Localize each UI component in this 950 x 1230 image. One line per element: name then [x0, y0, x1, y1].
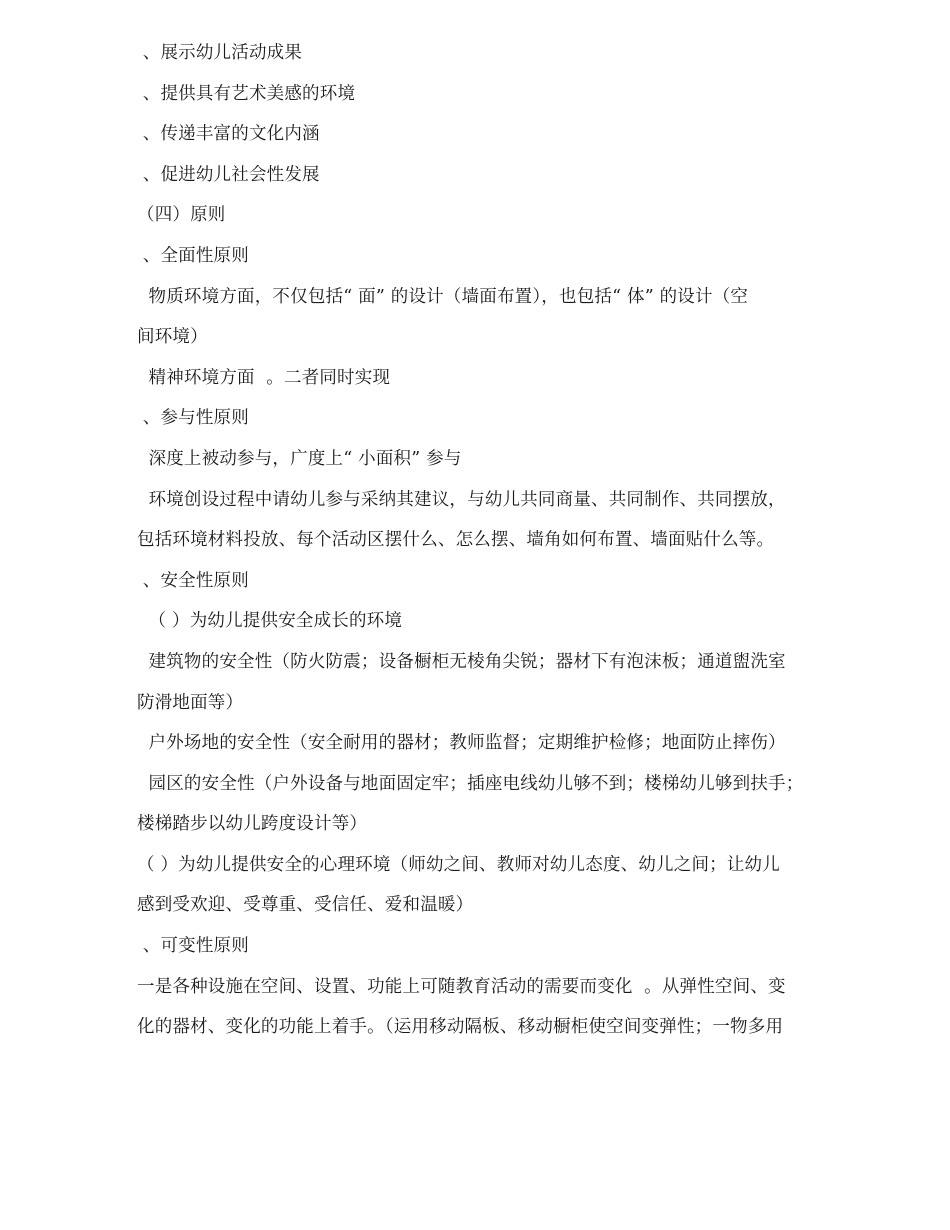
section-heading-principles: （四）原则	[137, 205, 226, 226]
list-item-culture: 、传递丰富的文化内涵	[137, 124, 320, 145]
paragraph-line: 感到受欢迎、受尊重、受信任、爱和温暖）	[137, 895, 474, 916]
paragraph-line: 园区的安全性（户外设备与地面固定牢；插座电线幼儿够不到；楼梯幼儿够到扶手；	[137, 773, 804, 794]
paragraph-line: 包括环境材料投放、每个活动区摆什么、怎么摆、墙角如何布置、墙面贴什么等。	[137, 530, 775, 551]
paragraph-line: 间环境）	[137, 327, 208, 348]
paragraph-line: （ ）为幼儿提供安全的心理环境（师幼之间、教师对幼儿态度、幼儿之间；让幼儿	[137, 854, 780, 875]
paragraph-line: 建筑物的安全性（防火防震；设备橱柜无棱角尖锐；器材下有泡沫板；通道盥洗室	[137, 651, 786, 672]
paragraph-line: 防滑地面等）	[137, 692, 244, 713]
principle-heading-participation: 、参与性原则	[137, 408, 249, 429]
paragraph-line: 户外场地的安全性（安全耐用的器材；教师监督；定期维护检修；地面防止摔伤）	[137, 733, 786, 754]
list-item-show-achievements: 、展示幼儿活动成果	[137, 43, 303, 63]
paragraph-line: 一是各种设施在空间、设置、功能上可随教育活动的需要而变化 。从弹性空间、变	[137, 976, 786, 997]
principle-heading-comprehensive: 、全面性原则	[137, 245, 249, 266]
list-item-art-environment: 、提供具有艺术美感的环境	[137, 83, 356, 104]
paragraph-line: （ ）为幼儿提供安全成长的环境	[137, 611, 403, 632]
principle-heading-safety: 、安全性原则	[137, 570, 249, 591]
paragraph-line: 精神环境方面 。二者同时实现	[137, 367, 391, 388]
paragraph-line: 深度上被动参与，广度上“ 小面积” 参与	[137, 448, 462, 469]
paragraph-line: 环境创设过程中请幼儿参与采纳其建议，与幼儿共同商量、共同制作、共同摆放，	[137, 489, 786, 510]
paragraph-line: 化的器材、变化的功能上着手。（运用移动隔板、移动橱柜使空间变弹性；一物多用	[137, 1017, 784, 1038]
paragraph-line: 楼梯踏步以幼儿跨度设计等）	[137, 814, 368, 835]
principle-heading-variability: 、可变性原则	[137, 936, 249, 957]
list-item-social-development: 、促进幼儿社会性发展	[137, 164, 320, 185]
document-body	[137, 33, 827, 1048]
paragraph-line: 物质环境方面，不仅包括“ 面” 的设计（墙面布置），也包括“ 体” 的设计（空	[137, 286, 749, 307]
